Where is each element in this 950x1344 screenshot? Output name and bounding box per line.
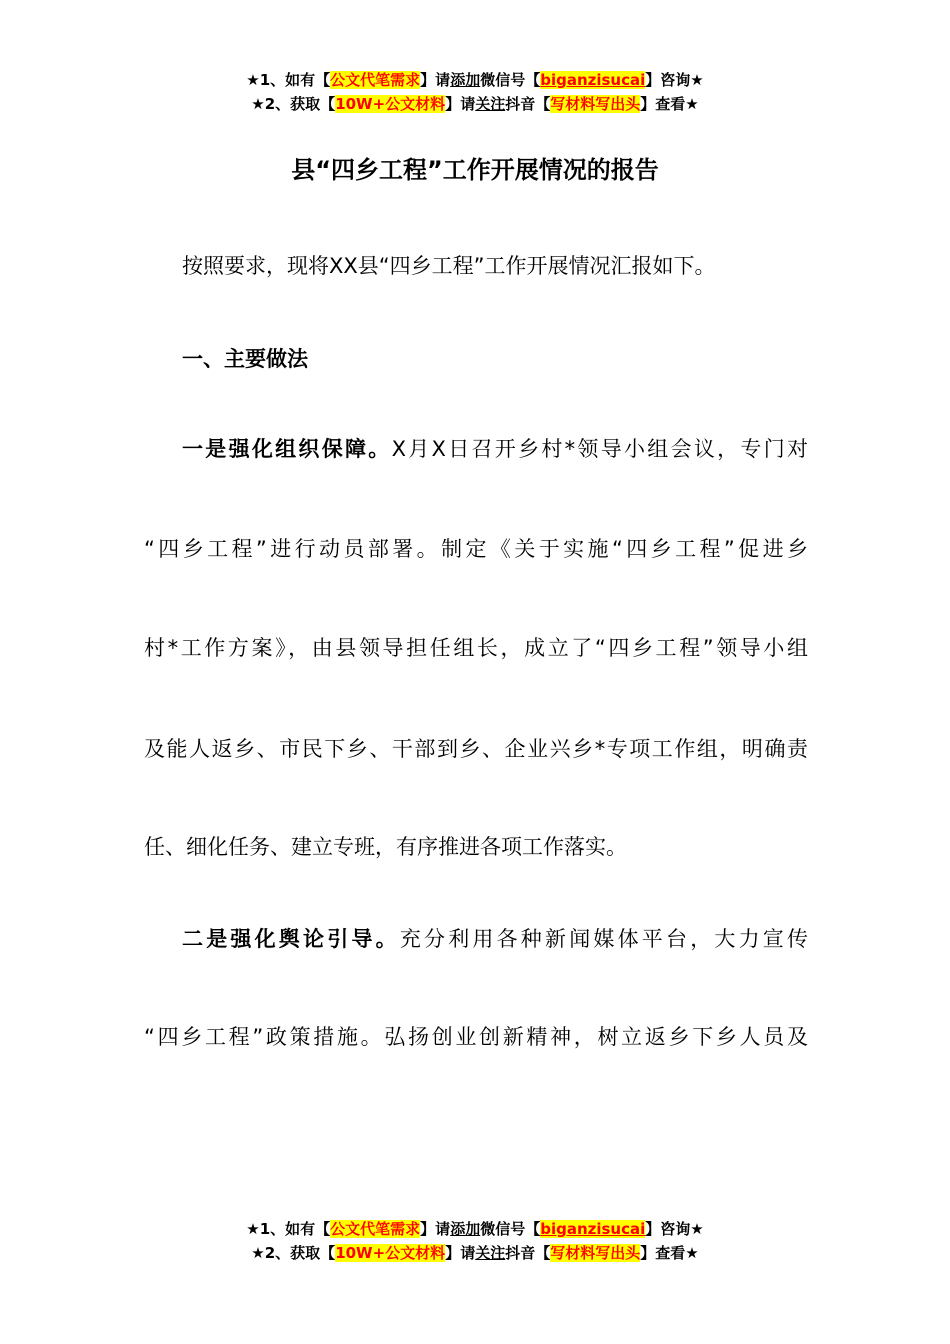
paragraph-line <box>182 433 808 463</box>
banner-line-1 <box>0 1217 950 1241</box>
banner-highlight: 写材料写出头 <box>550 1244 641 1262</box>
paragraph-line: 村*工作方案》，由县领导担任组长，成立了“四乡工程”领导小组 <box>144 636 808 660</box>
paragraph-lead: 一是强化组织保障。 <box>182 437 392 461</box>
banner-text: 】请 <box>445 1244 476 1262</box>
banner-emphasis: 关注 <box>475 1244 506 1262</box>
banner-line-2 <box>0 1241 950 1265</box>
banner-text: 】查看★ <box>640 95 699 113</box>
paragraph-line: “四乡工程”进行动员部署。制定《关于实施“四乡工程”促进乡 <box>144 537 808 561</box>
wechat-id-link[interactable]: biganzisucai <box>540 1220 646 1238</box>
banner-text: 】查看★ <box>640 1244 699 1262</box>
banner-emphasis: 添加 <box>450 71 481 89</box>
paragraph-line: 任、细化任务、建立专班，有序推进各项工作落实。 <box>144 835 627 859</box>
banner-text: ★2、获取【 <box>251 1244 336 1262</box>
banner-text: 】请 <box>445 95 476 113</box>
intro-paragraph: 按照要求，现将XX县“四乡工程”工作开展情况汇报如下。 <box>182 254 716 278</box>
banner-text: 抖音【 <box>505 95 551 113</box>
banner-text: 抖音【 <box>505 1244 551 1262</box>
banner-highlight: 写材料写出头 <box>550 95 641 113</box>
paragraph-text: X月X日召开乡村*领导小组会议，专门对 <box>391 437 808 461</box>
banner-highlight: 公文代笔需求 <box>330 1220 421 1238</box>
banner-text: 】请 <box>420 71 451 89</box>
paragraph-line <box>182 923 808 953</box>
document-title: 县“四乡工程”工作开展情况的报告 <box>291 156 659 184</box>
banner-text: 】请 <box>420 1220 451 1238</box>
banner-text: 】咨询★ <box>645 71 704 89</box>
banner-emphasis: 关注 <box>475 95 506 113</box>
paragraph-lead: 二是强化舆论引导。 <box>182 927 400 951</box>
paragraph-line: “四乡工程”政策措施。弘扬创业创新精神，树立返乡下乡人员及 <box>144 1025 808 1049</box>
banner-text: 】咨询★ <box>645 1220 704 1238</box>
banner-text: 微信号【 <box>480 1220 541 1238</box>
paragraph-line: 及能人返乡、市民下乡、干部到乡、企业兴乡*专项工作组，明确责 <box>144 737 808 761</box>
banner-text: 微信号【 <box>480 71 541 89</box>
banner-highlight: 10W+公文材料 <box>335 1244 446 1262</box>
section-heading: 一、主要做法 <box>182 347 308 371</box>
banner-line-1 <box>0 68 950 92</box>
header-banner <box>0 68 950 116</box>
banner-emphasis: 添加 <box>450 1220 481 1238</box>
banner-text: ★2、获取【 <box>251 95 336 113</box>
banner-text: ★1、如有【 <box>246 1220 331 1238</box>
banner-text: ★1、如有【 <box>246 71 331 89</box>
footer-banner <box>0 1217 950 1265</box>
banner-highlight: 10W+公文材料 <box>335 95 446 113</box>
paragraph-text: 充分利用各种新闻媒体平台，大力宣传 <box>399 927 809 951</box>
banner-highlight: 公文代笔需求 <box>330 71 421 89</box>
wechat-id-link[interactable]: biganzisucai <box>540 71 646 89</box>
banner-line-2 <box>0 92 950 116</box>
